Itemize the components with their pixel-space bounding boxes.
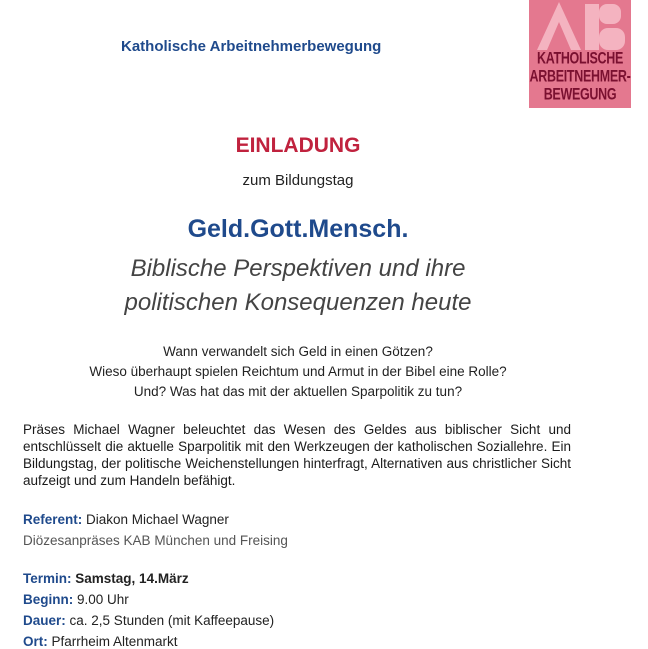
referent-row: [23, 512, 229, 527]
referent-label: Referent:: [23, 512, 83, 527]
logo-line-3: BEWEGUNG: [543, 84, 617, 104]
invitation-heading: EINLADUNG: [235, 134, 361, 157]
organization-name: Katholische Arbeitnehmerbewegung: [121, 38, 382, 55]
description-paragraph: Präses Michael Wagner beleuchtet das Wesen des Geldes aus biblischer Sicht und entschlüsselt die aktuelle Sparpolitik mit den Werkzeugen der katholischen Soziallehre. Ein Bildungstag, der politische Weichenstellungen hinterfragt, Alternativen aus christlicher Sicht aufzeigt und zum Handeln befähigt.: [23, 422, 571, 488]
ort-label: Ort:: [23, 634, 48, 649]
termin-value: Samstag, 14.März: [75, 571, 189, 586]
ort-value: Pfarrheim Altenmarkt: [51, 634, 178, 649]
event-title: Geld.Gott.Mensch.: [187, 215, 409, 243]
invitation-subheading: zum Bildungstag: [242, 172, 354, 189]
event-subtitle-line-2: politischen Konsequenzen heute: [124, 289, 472, 316]
beginn-label: Beginn:: [23, 592, 74, 607]
logo-line-1: KATHOLISCHE: [536, 48, 624, 68]
beginn-value: 9.00 Uhr: [77, 592, 129, 607]
dauer-value: ca. 2,5 Stunden (mit Kaffeepause): [69, 613, 275, 628]
ort-row: [23, 634, 178, 649]
kab-logo: [529, 0, 631, 108]
event-subtitle: [0, 252, 596, 320]
question-item: Und? Was hat das mit der aktuellen Sparpolitik zu tun?: [133, 384, 463, 399]
dauer-label: Dauer:: [23, 613, 66, 628]
termin-label: Termin:: [23, 571, 72, 586]
termin-row: [23, 571, 189, 586]
beginn-row: [23, 592, 129, 607]
question-item: Wann verwandelt sich Geld in einen Götzen?: [163, 344, 433, 359]
question-item: Wieso überhaupt spielen Reichtum und Armut in der Bibel eine Rolle?: [89, 364, 507, 379]
logo-line-2: ARBEITNEHMER-: [529, 66, 631, 86]
referent-role: Diözesanpräses KAB München und Freising: [23, 533, 288, 548]
question-list: [0, 342, 596, 402]
event-subtitle-line-1: Biblische Perspektiven und ihre: [130, 255, 466, 282]
referent-value: Diakon Michael Wagner: [86, 512, 229, 527]
dauer-row: [23, 613, 274, 628]
